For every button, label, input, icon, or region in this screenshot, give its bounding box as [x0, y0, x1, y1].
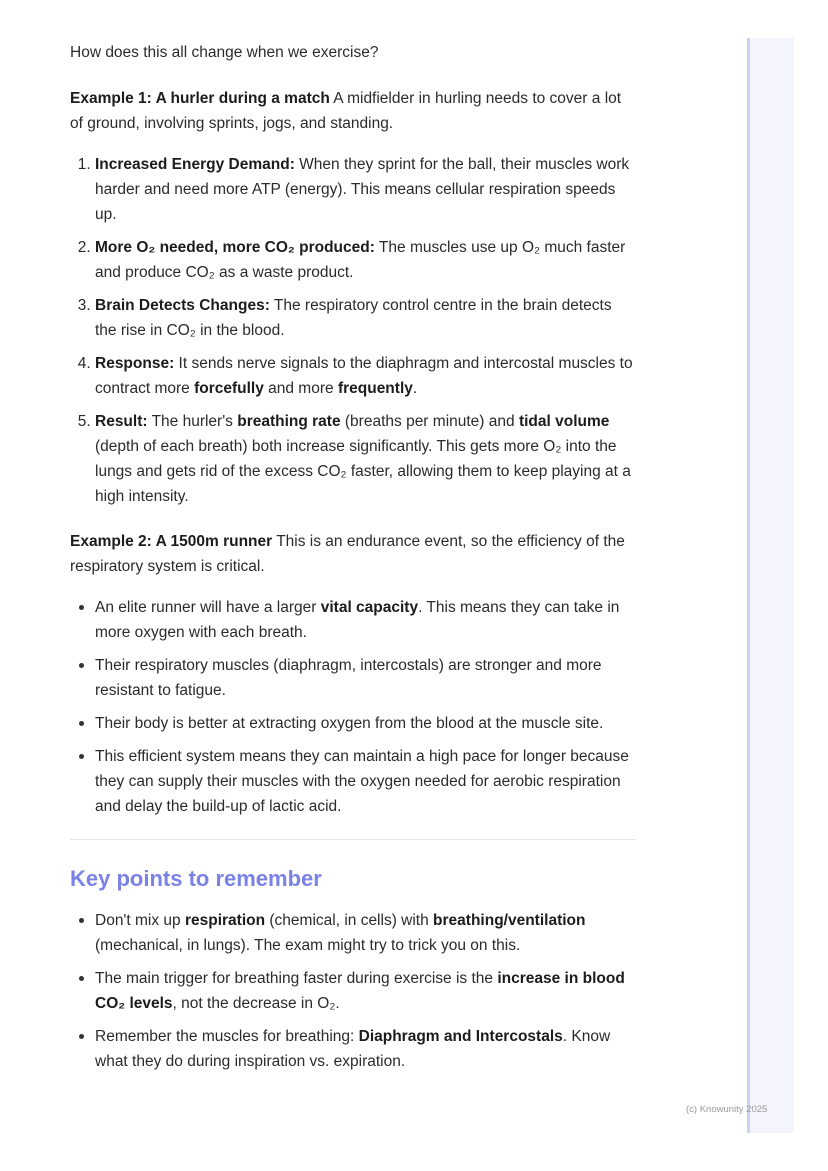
key-points-list	[70, 908, 636, 1074]
point-bold: respiration	[184, 912, 266, 929]
step-text: It sends nerve signals to the diaphragm and intercostal muscles to contract more	[95, 355, 633, 397]
step-label: Result:	[95, 413, 148, 430]
example1-paragraph	[70, 86, 636, 136]
point-text: Remember the muscles for breathing:	[95, 1028, 359, 1045]
step-label: Brain Detects Changes:	[95, 297, 270, 314]
step-label: More O₂ needed, more CO₂ produced:	[95, 239, 375, 256]
exercise-steps-list	[70, 152, 636, 509]
point-bold: breathing/ventilation	[433, 912, 586, 929]
point-text: Their body is better at extracting oxygen from the blood at the muscle site.	[95, 715, 604, 732]
point-text: The main trigger for breathing faster during exercise is the	[95, 970, 498, 987]
point-bold: increase in blood CO₂ levels	[95, 970, 625, 1012]
point-text: , not the decrease in O₂.	[172, 995, 340, 1012]
step-label: Increased Energy Demand:	[95, 156, 295, 173]
step-bold: breathing rate	[237, 413, 341, 430]
list-item	[95, 293, 636, 343]
point-text: This efficient system means they can maintain a high pace for longer because they can supply their muscles with the oxygen needed for aerobic respiration and delay the build-up of lactic acid.	[95, 748, 629, 815]
example1-text: A midfielder in hurling needs to cover a lot of ground, involving sprints, jogs, and standing.	[70, 90, 622, 132]
example2-text: This is an endurance event, so the efficiency of the respiratory system is critical.	[70, 533, 625, 575]
point-bold: Diaphragm and Intercostals	[358, 1028, 563, 1045]
list-item	[95, 711, 636, 736]
step-text: .	[412, 380, 418, 397]
point-text: Their respiratory muscles (diaphragm, intercostals) are stronger and more resistant to fatigue.	[95, 657, 602, 699]
point-text: An elite runner will have a larger	[95, 599, 321, 616]
list-item	[95, 744, 636, 819]
example1-heading: Example 1: A hurler during a match	[70, 90, 330, 107]
list-item	[95, 908, 636, 958]
point-bold: vital capacity	[320, 599, 419, 616]
step-label: Response:	[95, 355, 175, 372]
list-item	[95, 409, 636, 509]
document-body	[70, 40, 636, 1094]
point-text: (chemical, in cells) with	[265, 912, 434, 929]
intro-text: How does this all change when we exercise?	[70, 44, 379, 61]
runner-points-list	[70, 595, 636, 819]
list-item	[95, 966, 636, 1016]
point-text: Don't mix up	[95, 912, 185, 929]
step-text: (depth of each breath) both increase significantly. This gets more O₂ into the lungs and gets rid of the excess CO₂ faster, allowing them to keep playing at a high intensity.	[95, 438, 631, 505]
step-bold: forcefully	[194, 380, 264, 397]
step-bold: frequently	[337, 380, 413, 397]
point-text: . This means they can take in more oxygen with each breath.	[95, 599, 620, 641]
section-divider	[70, 839, 636, 840]
list-item	[95, 1024, 636, 1074]
list-item	[95, 351, 636, 401]
key-points-heading: Key points to remember	[70, 866, 322, 891]
list-item	[95, 653, 636, 703]
margin-sidebar	[747, 38, 794, 1133]
step-bold: tidal volume	[518, 413, 610, 430]
point-text: (mechanical, in lungs). The exam might try to trick you on this.	[95, 937, 521, 954]
step-text: The respiratory control centre in the brain detects the rise in CO₂ in the blood.	[95, 297, 612, 339]
copyright-footer: (c) Knowunity 2025	[686, 1104, 768, 1115]
list-item	[95, 152, 636, 227]
step-text: When they sprint for the ball, their muscles work harder and need more ATP (energy). This means cellular respiration speeds up.	[95, 156, 630, 223]
example2-heading: Example 2: A 1500m runner	[70, 533, 273, 550]
step-text: The muscles use up O₂ much faster and produce CO₂ as a waste product.	[95, 239, 626, 281]
list-item	[95, 595, 636, 645]
step-text: (breaths per minute) and	[340, 413, 519, 430]
example2-paragraph	[70, 529, 636, 579]
list-item	[95, 235, 636, 285]
point-text: . Know what they do during inspiration vs. expiration.	[95, 1028, 611, 1070]
step-text: and more	[263, 380, 338, 397]
step-text: The hurler's	[147, 413, 238, 430]
